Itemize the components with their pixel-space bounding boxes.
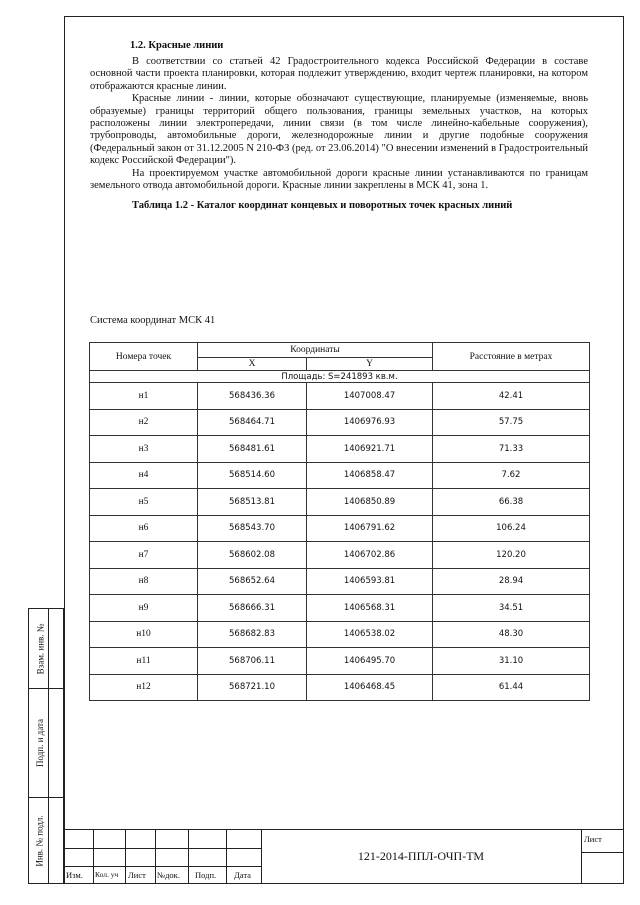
distance-cell: 120.20: [433, 542, 590, 569]
y-cell: 1406568.31: [307, 595, 433, 622]
point-cell: н10: [90, 621, 198, 648]
distance-cell: 71.33: [433, 436, 590, 463]
table-row: [90, 383, 590, 410]
table-row: [90, 462, 590, 489]
distance-cell: 57.75: [433, 409, 590, 436]
inv-original-label: Инв. № подл.: [35, 815, 45, 867]
point-cell: н9: [90, 595, 198, 622]
sheet-label: Лист: [584, 834, 602, 844]
y-cell: 1406538.02: [307, 621, 433, 648]
table-row: [90, 568, 590, 595]
x-cell: 568602.08: [198, 542, 307, 569]
distance-cell: 66.38: [433, 489, 590, 516]
point-cell: н5: [90, 489, 198, 516]
paragraph-2: Красные линии - линии, которые обозначают существующие, планируемые (изменяемые, вновь образуемые) границы территорий общего пользования, границы земельных участков, на которых расположены линии электропередачи, линии связи (в том числе линейно-кабельные сооружения), трубопроводы, автомобильные дороги, железнодорожные линии и другие подобные сооружения (Федеральный закон от 31.12.2005 N 210-ФЗ (ред. от 23.06.2014) "О внесении изменений в Градостроительный кодекс Российской Федерации").: [90, 93, 588, 167]
col-data: Дата: [234, 870, 251, 880]
distance-cell: 34.51: [433, 595, 590, 622]
header-distance: Расстояние в метрах: [433, 343, 590, 371]
table-row: [90, 595, 590, 622]
point-cell: н6: [90, 515, 198, 542]
x-cell: 568436.36: [198, 383, 307, 410]
paragraph-1: В соответствии со статьей 42 Градостроительного кодекса Российской Федерации в составе основной части проекта планировки, которая подлежит утверждению, входит чертеж планировки, на котором отображаются красные линии.: [90, 56, 588, 92]
header-coordinates: Координаты: [198, 343, 433, 358]
y-cell: 1406468.45: [307, 674, 433, 701]
col-ndok: №док.: [157, 870, 180, 880]
paragraph-3: На проектируемом участке автомобильной дороги красные линии устанавливаются по границам земельного отвода автомобильной дороги. Красные линии закреплены в МСК 41, зона 1.: [90, 167, 588, 192]
sign-date-label: Подп. и дата: [35, 718, 45, 767]
y-cell: 1406791.62: [307, 515, 433, 542]
title-block: [64, 829, 624, 884]
distance-cell: 48.30: [433, 621, 590, 648]
table-row: [90, 409, 590, 436]
table-row: [90, 436, 590, 463]
x-cell: 568464.71: [198, 409, 307, 436]
distance-cell: 61.44: [433, 674, 590, 701]
x-cell: 568481.61: [198, 436, 307, 463]
table-row: [90, 674, 590, 701]
coord-system-label: Система координат МСК 41: [90, 315, 216, 326]
header-y: Y: [307, 358, 433, 371]
distance-cell: 42.41: [433, 383, 590, 410]
point-cell: н12: [90, 674, 198, 701]
col-list: Лист: [128, 870, 146, 880]
header-x: X: [198, 358, 307, 371]
y-cell: 1406702.86: [307, 542, 433, 569]
side-stamp: [28, 608, 64, 884]
y-cell: 1406593.81: [307, 568, 433, 595]
point-cell: н11: [90, 648, 198, 675]
y-cell: 1406976.93: [307, 409, 433, 436]
distance-cell: 28.94: [433, 568, 590, 595]
x-cell: 568513.81: [198, 489, 307, 516]
y-cell: 1406495.70: [307, 648, 433, 675]
table-row: [90, 648, 590, 675]
point-cell: н4: [90, 462, 198, 489]
col-kol-uch: Кол. уч: [95, 870, 119, 879]
document-code: 121-2014-ППЛ-ОЧП-ТМ: [357, 849, 485, 863]
x-cell: 568514.60: [198, 462, 307, 489]
table-caption: Таблица 1.2 - Каталог координат концевых и поворотных точек красных линий: [132, 200, 513, 212]
point-cell: н3: [90, 436, 198, 463]
x-cell: 568721.10: [198, 674, 307, 701]
header-points: Номера точек: [90, 343, 198, 371]
table-row: [90, 542, 590, 569]
y-cell: 1406850.89: [307, 489, 433, 516]
x-cell: 568666.31: [198, 595, 307, 622]
distance-cell: 7.62: [433, 462, 590, 489]
distance-cell: 106.24: [433, 515, 590, 542]
table-row: [90, 515, 590, 542]
col-izm: Изм.: [66, 870, 83, 880]
table-row: [90, 489, 590, 516]
x-cell: 568543.70: [198, 515, 307, 542]
x-cell: 568652.64: [198, 568, 307, 595]
table-row: [90, 621, 590, 648]
distance-cell: 31.10: [433, 648, 590, 675]
section-heading: 1.2. Красные линии: [130, 40, 224, 51]
area-row: Площадь: S=241893 кв.м.: [90, 371, 590, 383]
col-podp: Подп.: [195, 870, 217, 880]
section-text: [90, 40, 588, 213]
point-cell: н1: [90, 383, 198, 410]
y-cell: 1407008.47: [307, 383, 433, 410]
y-cell: 1406921.71: [307, 436, 433, 463]
point-cell: н8: [90, 568, 198, 595]
y-cell: 1406858.47: [307, 462, 433, 489]
x-cell: 568682.83: [198, 621, 307, 648]
coordinates-table: [89, 342, 590, 701]
x-cell: 568706.11: [198, 648, 307, 675]
inv-replace-label: Взам. инв. №: [35, 623, 45, 674]
point-cell: н2: [90, 409, 198, 436]
point-cell: н7: [90, 542, 198, 569]
